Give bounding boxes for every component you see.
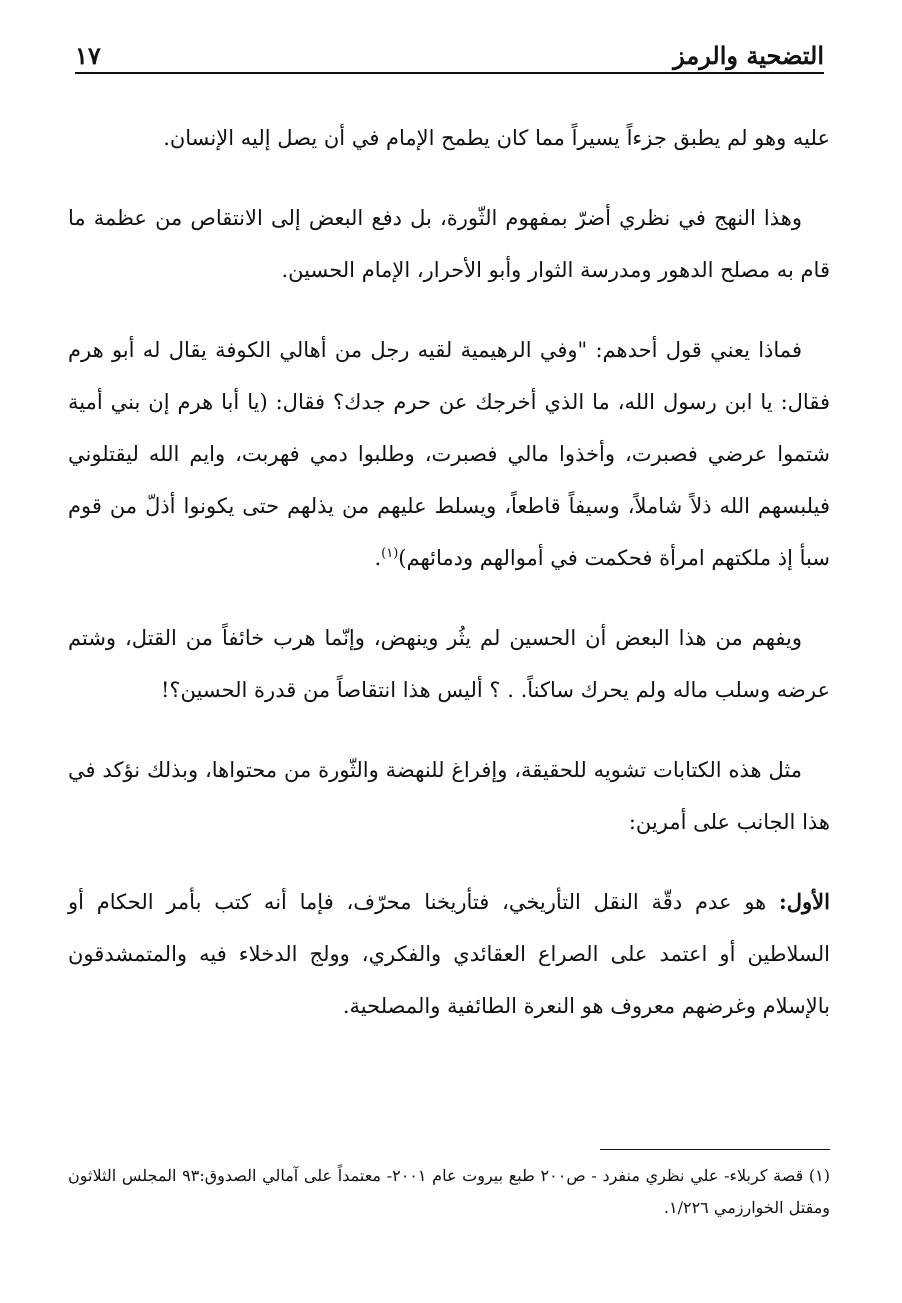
paragraph — [68, 324, 830, 584]
page-number: ١٧ — [75, 41, 101, 70]
footnote-marker[interactable]: (١) — [381, 546, 399, 561]
paragraph-lead: الأول: — [779, 889, 830, 914]
paragraph-text: عليه وهو لم يطبق جزءاً يسيراً مما كان يطمح الإمام في أن يصل إليه الإنسان. — [163, 126, 830, 150]
paragraph — [68, 112, 830, 164]
running-title: التضحية والرمز — [673, 41, 824, 70]
header-rule — [75, 72, 824, 74]
paragraph-text: مثل هذه الكتابات تشويه للحقيقة، وإفراغ للنهضة والثّورة من محتواها، وبذلك نؤكد في هذا الجانب على أمرين: — [68, 758, 830, 834]
paragraph-text: فماذا يعني قول أحدهم: "وفي الرهيمية لقيه رجل من أهالي الكوفة يقال له أبو هرم فقال: يا ابن رسول الله، ما الذي أخرجك عن حرم جدك؟ فقال: (يا أبا هرم إن بني أمية شتموا عرضي فصبرت، وأخذوا مالي فصبرت، وطلبوا دمي فهربت، وايم الله ليقتلوني فيلبسهم الله ذلاً شاملاً، وسيفاً قاطعاً، ويسلط عليهم من يذلهم حتى يكونوا أذلّ من قوم سبأ إذ ملكتهم امرأة فحكمت في أموالهم ودمائهم) — [68, 338, 830, 570]
paragraph — [68, 612, 830, 716]
footnote: (١) قصة كربلاء- علي نظري منفرد - ص٢٠٠ طبع بيروت عام ٢٠٠١- معتمداً على آمالي الصدوق:٩٣ المجلس الثلاثون ومقتل الخوارزمي ١/٢٢٦. — [68, 1166, 831, 1217]
page-header — [75, 30, 824, 70]
paragraph — [68, 192, 830, 296]
paragraph — [68, 876, 830, 1032]
footnotes — [68, 1160, 830, 1224]
paragraph — [68, 744, 830, 848]
paragraph-text: ويفهم من هذا البعض أن الحسين لم يثُر وينهض، وإنّما هرب خائفاً من القتل، وشتم عرضه وسلب ماله ولم يحرك ساكناً. . ؟ أليس هذا انتقاصاً من قدرة الحسين؟! — [68, 626, 830, 702]
paragraph-tail: . — [374, 546, 382, 570]
paragraph-text: وهذا النهج في نظري أضرّ بمفهوم الثّورة، بل دفع البعض إلى الانتقاص من عظمة ما قام به مصلح الدهور ومدرسة الثوار وأبو الأحرار، الإمام الحسين. — [68, 206, 830, 282]
paragraph-text: هو عدم دقّة النقل التأريخي، فتأريخنا محرّف، فإما أنه كتب بأمر الحكام أو السلاطين أو اعتمد على الصراع العقائدي والفكري، وولج الدخلاء فيه والمتمشدقون بالإسلام وغرضهم معروف هو النعرة الطائفية والمصلحية. — [68, 890, 830, 1018]
footnote-rule — [600, 1149, 830, 1150]
body-text — [68, 112, 830, 1060]
